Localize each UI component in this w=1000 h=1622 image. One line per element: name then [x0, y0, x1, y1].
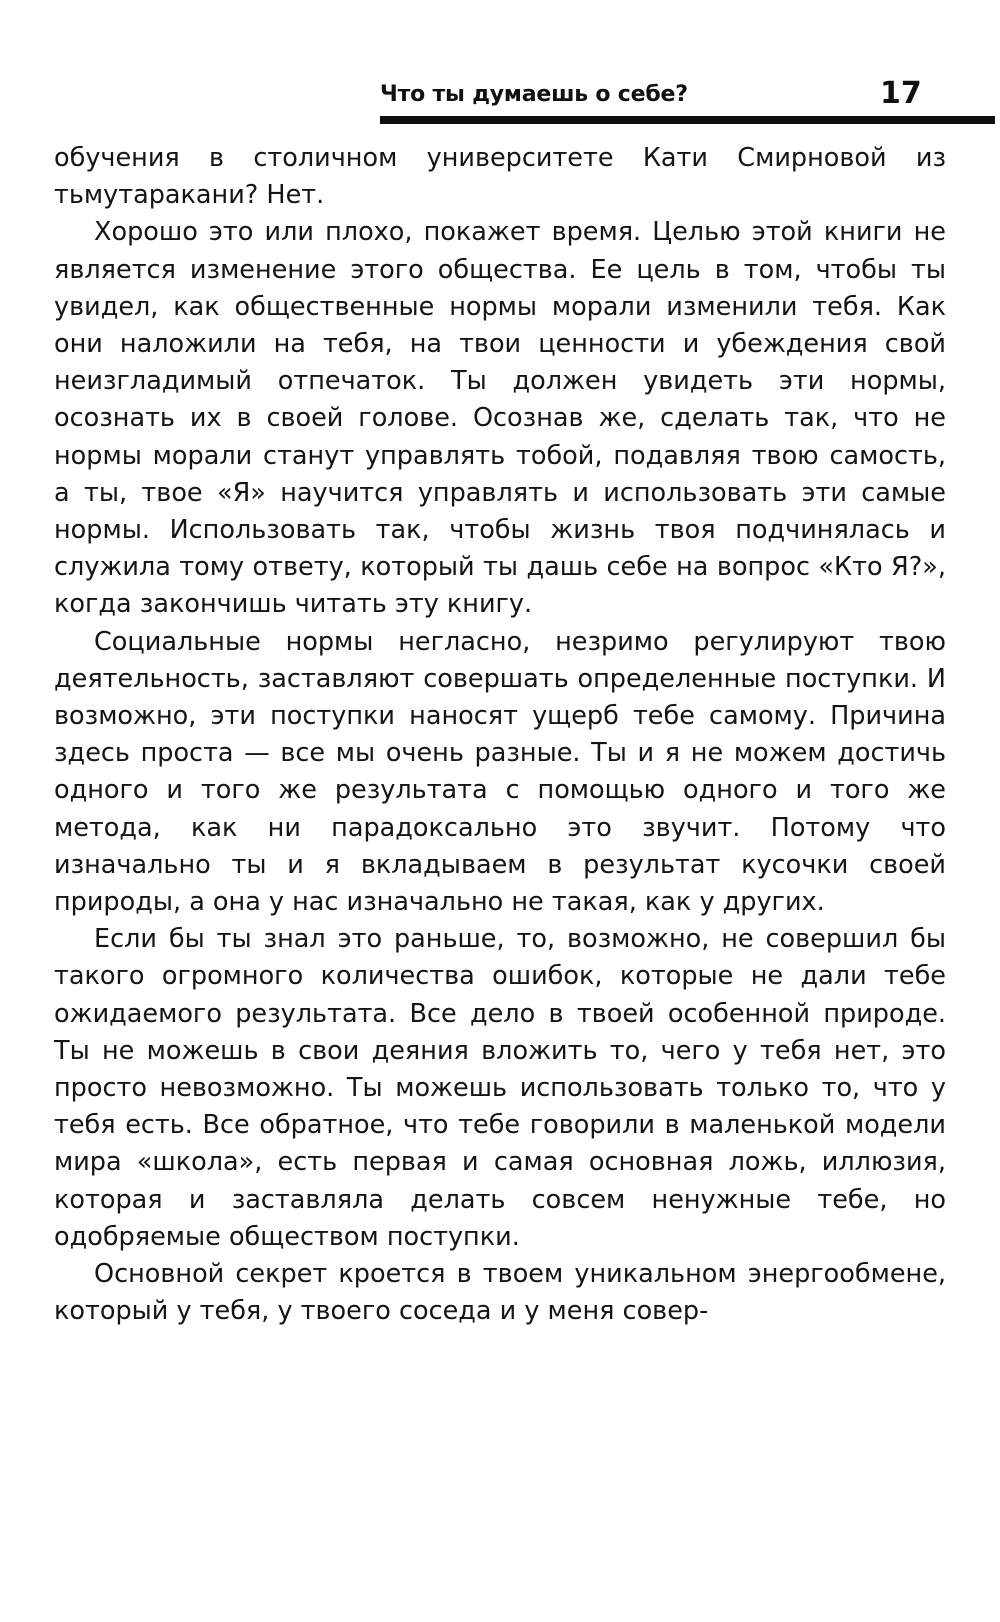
paragraph-continued: обучения в столичном университете Кати Смирновой из тьмутаракани? Нет. — [54, 143, 946, 211]
paragraph: Хорошо это или плохо, покажет время. Целью этой книги не является изменение этого общества. Ее цель в том, чтобы ты увидел, как общественные нормы морали изменили тебя. Как они наложили на тебя, на твои ценности и убеждения свой неизгладимый отпечаток. Ты должен увидеть эти нормы, осознать их в своей голове. Осознав же, сделать так, что не нормы морали станут управлять тобой, подавляя твою самость, а ты, твое «Я» научится управлять и использовать эти самые нормы. Использовать так, чтобы жизнь твоя подчинялась и служила тому ответу, который ты дашь себе на вопрос «Кто Я?», когда закончишь читать эту книгу. — [54, 217, 946, 620]
header-rule — [380, 116, 995, 124]
paragraph: Социальные нормы негласно, незримо регулируют твою деятельность, заставляют совершать определенные поступки. И возможно, эти поступки наносят ущерб тебе самому. Причина здесь проста — все мы очень разные. Ты и я не можем достичь одного и того же результата с помощью одного и того же метода, как ни парадоксально это звучит. Потому что изначально ты и я вкладываем в результат кусочки своей природы, а она у нас изначально не такая, как у других. — [54, 626, 946, 918]
body-text — [54, 140, 946, 1331]
page-number: 17 — [880, 76, 922, 111]
running-header — [380, 76, 995, 126]
running-title: Что ты думаешь о себе? — [380, 82, 688, 107]
paragraph: Основной секрет кроется в твоем уникальном энергообмене, который у тебя, у твоего соседа и у меня совер- — [54, 1259, 946, 1327]
paragraph: Если бы ты знал это раньше, то, возможно, не совершил бы такого огромного количества ошибок, которые не дали тебе ожидаемого результата. Все дело в твоей особенной природе. Ты не можешь в свои деяния вложить то, чего у тебя нет, это просто невозможно. Ты можешь использовать только то, что у тебя есть. Все обратное, что тебе говорили в маленькой модели мира «школа», есть первая и самая основная ложь, иллюзия, которая и заставляла делать совсем ненужные тебе, но одобряемые обществом поступки. — [54, 924, 946, 1252]
